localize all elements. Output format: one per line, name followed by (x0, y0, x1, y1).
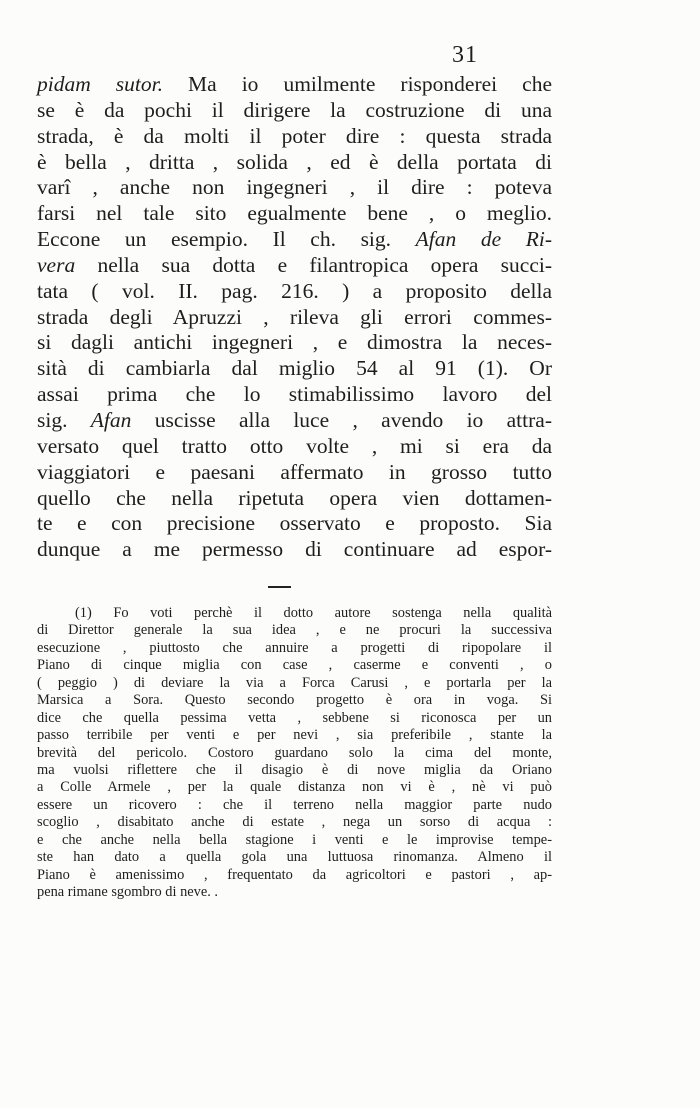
footnote-line: di Direttor generale la sua idea , e ne procuri la successiva (37, 622, 552, 639)
italic-text: Afan (90, 407, 132, 432)
footnote-line: e che anche nella bella stagione i venti e le improvise tempe- (37, 831, 552, 848)
body-text: strada degli Apruzzi , rileva gli errori commes- (37, 304, 552, 329)
body-text: Ma io umilmente risponderei che (162, 72, 553, 96)
body-line (37, 486, 552, 512)
body-line (37, 279, 552, 305)
body-text: sig. (37, 407, 91, 432)
footnote-line: pena rimane sgombro di neve. . (37, 884, 219, 900)
body-line (37, 305, 552, 331)
body-text: nella sua dotta e filantropica opera succi- (75, 252, 552, 277)
body-text: si dagli antichi ingegneri , e dimostra la neces- (37, 330, 552, 355)
footnote-line: dice che quella pessima vetta , sebbene si riconosca per un (37, 709, 552, 726)
body-line (37, 460, 552, 486)
body-text: quello che nella ripetuta opera vien dottamen- (37, 485, 552, 510)
footnote-line: essere un ricovero : che il terreno nella maggior parte nudo (37, 796, 552, 813)
italic-text: vera (37, 252, 76, 277)
body-line (37, 434, 552, 460)
body-text: te e con precisione osservato e proposto. Sia (37, 511, 552, 536)
footnote (37, 605, 552, 901)
italic-text: Afan de Ri- (415, 227, 552, 252)
body-line (37, 150, 552, 176)
body-text: farsi nel tale sito egualmente bene , o meglio. (37, 201, 552, 226)
footnote-line: ( peggio ) di deviare la via a Forca Carusi , e portarla per la (37, 674, 552, 691)
body-text: dunque a me permesso di continuare ad espor- (37, 537, 552, 562)
body-line (37, 330, 552, 356)
body-line (37, 175, 552, 201)
body-text: viaggiatori e paesani affermato in grosso tutto (37, 459, 552, 484)
body-line (37, 356, 552, 382)
body-text: tata ( vol. II. pag. 216. ) a proposito della (37, 278, 552, 303)
body-line (37, 98, 552, 124)
body-line (37, 511, 552, 537)
italic-text: pidam sutor. (37, 72, 163, 96)
footnote-line: ma vuolsi riflettere che il disagio è di nove miglia da Oriano (37, 761, 552, 778)
body-line (37, 227, 552, 253)
body-text: è bella , dritta , solida , ed è della portata di (37, 149, 552, 174)
main-text (37, 72, 552, 563)
body-line (37, 253, 552, 279)
body-text: strada, è da molti il poter dire : questa strada (37, 123, 552, 148)
body-line (37, 408, 552, 434)
footnote-line: Marsica a Sora. Questo secondo progetto è ora in voga. Si (37, 692, 552, 709)
footnote-line: scoglio , disabitato anche di estate , nega un sorso di acqua : (37, 814, 552, 831)
body-line (37, 537, 552, 563)
page-number: 31 (452, 42, 478, 68)
footnote-line: ste han dato a quella gola una luttuosa rinomanza. Almeno il (37, 849, 552, 866)
body-text: se è da pochi il dirigere la costruzione di una (37, 97, 552, 122)
body-text: versato quel tratto otto volte , mi si era da (37, 433, 552, 458)
body-text: uscisse alla luce , avendo io attra- (131, 407, 552, 432)
footnote-line: esecuzione , piuttosto che annuire a progetti di ripopolare il (37, 639, 552, 656)
footnote-line: (1) Fo voti perchè il dotto autore sostenga nella qualità (75, 605, 552, 621)
body-text: Eccone un esempio. Il ch. sig. (37, 227, 416, 252)
body-line (37, 201, 552, 227)
footnote-line: Piano di cinque miglia con case , caserme e conventi , o (37, 657, 552, 674)
footnote-line: Piano è amenissimo , frequentato da agricoltori e pastori , ap- (37, 866, 552, 883)
footnote-line: passo terribile per venti e per nevi , sia preferibile , stante la (37, 727, 552, 744)
body-text: assai prima che lo stimabilissimo lavoro del (37, 382, 552, 407)
footnote-line: brevità del pericolo. Costoro guardano solo la cima del monte, (37, 744, 552, 761)
body-text: varî , anche non ingegneri , il dire : poteva (37, 175, 552, 200)
footnote-separator (268, 586, 291, 588)
body-text: sità di cambiarla dal miglio 54 al 91 (1). Or (37, 356, 552, 381)
body-line (37, 382, 552, 408)
body-line (37, 72, 552, 98)
footnote-line: a Colle Armele , per la quale distanza non vi è , nè vi può (37, 779, 552, 796)
body-line (37, 124, 552, 150)
